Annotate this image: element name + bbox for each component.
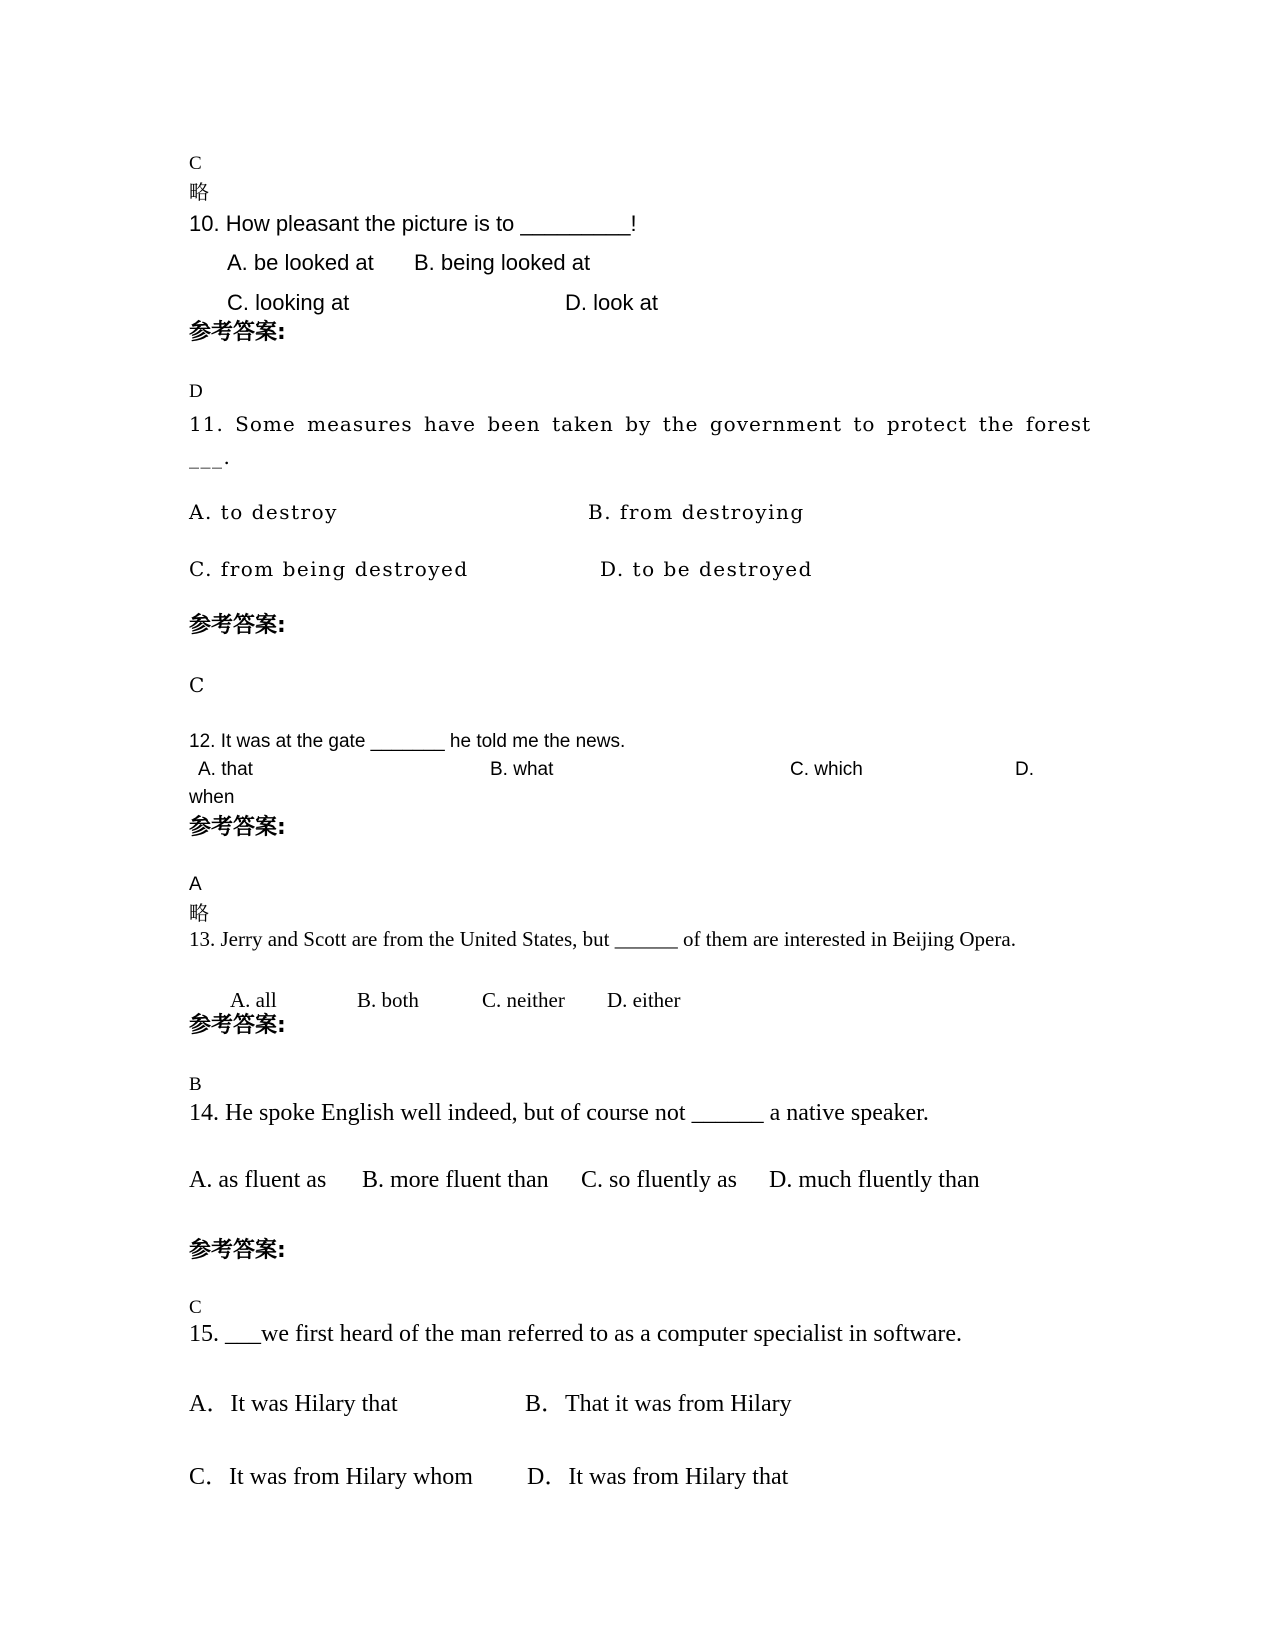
q10-option-a: A. be looked at	[227, 250, 374, 275]
q12-option-a: A. that	[198, 759, 253, 780]
previous-answer: C	[189, 153, 202, 174]
q10-option-c: C. looking at	[227, 290, 350, 315]
q14-answer-heading: 参考答案:	[189, 1238, 286, 1263]
q15-stem: 15. ___we first heard of the man referred to as a computer specialist in software.	[189, 1321, 963, 1347]
q12-explanation: 略	[189, 901, 209, 925]
q14-option-c: C. so fluently as	[581, 1167, 737, 1193]
q14-stem: 14. He spoke English well indeed, but of course not ______ a native speaker.	[189, 1100, 929, 1126]
q12-option-b: B. what	[490, 759, 554, 780]
q14-option-b: B. more fluent than	[362, 1167, 549, 1193]
q15-option-a: A．It was Hilary that	[189, 1391, 398, 1417]
q11-answer-heading: 参考答案:	[189, 613, 286, 638]
q13-option-a: A. all	[230, 988, 277, 1012]
q14-answer: C	[189, 1297, 202, 1318]
q10-answer-heading: 参考答案:	[189, 320, 286, 345]
q14-option-a: A. as fluent as	[189, 1167, 327, 1193]
q15-option-c: C．It was from Hilary whom	[189, 1464, 473, 1490]
q11-answer: C	[189, 673, 206, 697]
q12-stem: 12. It was at the gate _______ he told me the news.	[189, 731, 626, 752]
q13-option-d: D. either	[607, 988, 681, 1012]
q11-option-b: B. from destroying	[588, 500, 805, 524]
q13-option-c: C. neither	[482, 988, 565, 1012]
q12-option-d-letter: D.	[1015, 759, 1034, 780]
q14-option-d: D. much fluently than	[769, 1167, 980, 1193]
q11-option-d: D. to be destroyed	[600, 557, 813, 581]
q15-option-b: B．That it was from Hilary	[525, 1391, 792, 1417]
q10-answer: D	[189, 381, 203, 402]
previous-explanation: 略	[189, 180, 209, 204]
q10-option-b: B. being looked at	[414, 250, 591, 275]
q15-option-d: D．It was from Hilary that	[527, 1464, 789, 1490]
q11-option-c: C. from being destroyed	[189, 557, 469, 581]
q13-option-b: B. both	[357, 988, 419, 1012]
q11-stem-continuation: ___.	[189, 445, 232, 469]
q11-option-a: A. to destroy	[189, 500, 338, 524]
q12-answer-heading: 参考答案:	[189, 815, 286, 840]
q12-option-c: C. which	[790, 759, 863, 780]
q13-answer: B	[189, 1074, 202, 1095]
q10-option-d: D. look at	[565, 290, 658, 315]
q11-stem: 11. Some measures have been taken by the government to protect the forest	[189, 412, 1091, 436]
q12-answer: A	[189, 874, 202, 895]
q13-answer-heading: 参考答案:	[189, 1013, 286, 1038]
q10-stem: 10. How pleasant the picture is to _________!	[189, 211, 637, 236]
q12-option-d-text: when	[189, 787, 235, 808]
q13-stem: 13. Jerry and Scott are from the United States, but ______ of them are interested in Beijing Opera.	[189, 927, 1016, 951]
